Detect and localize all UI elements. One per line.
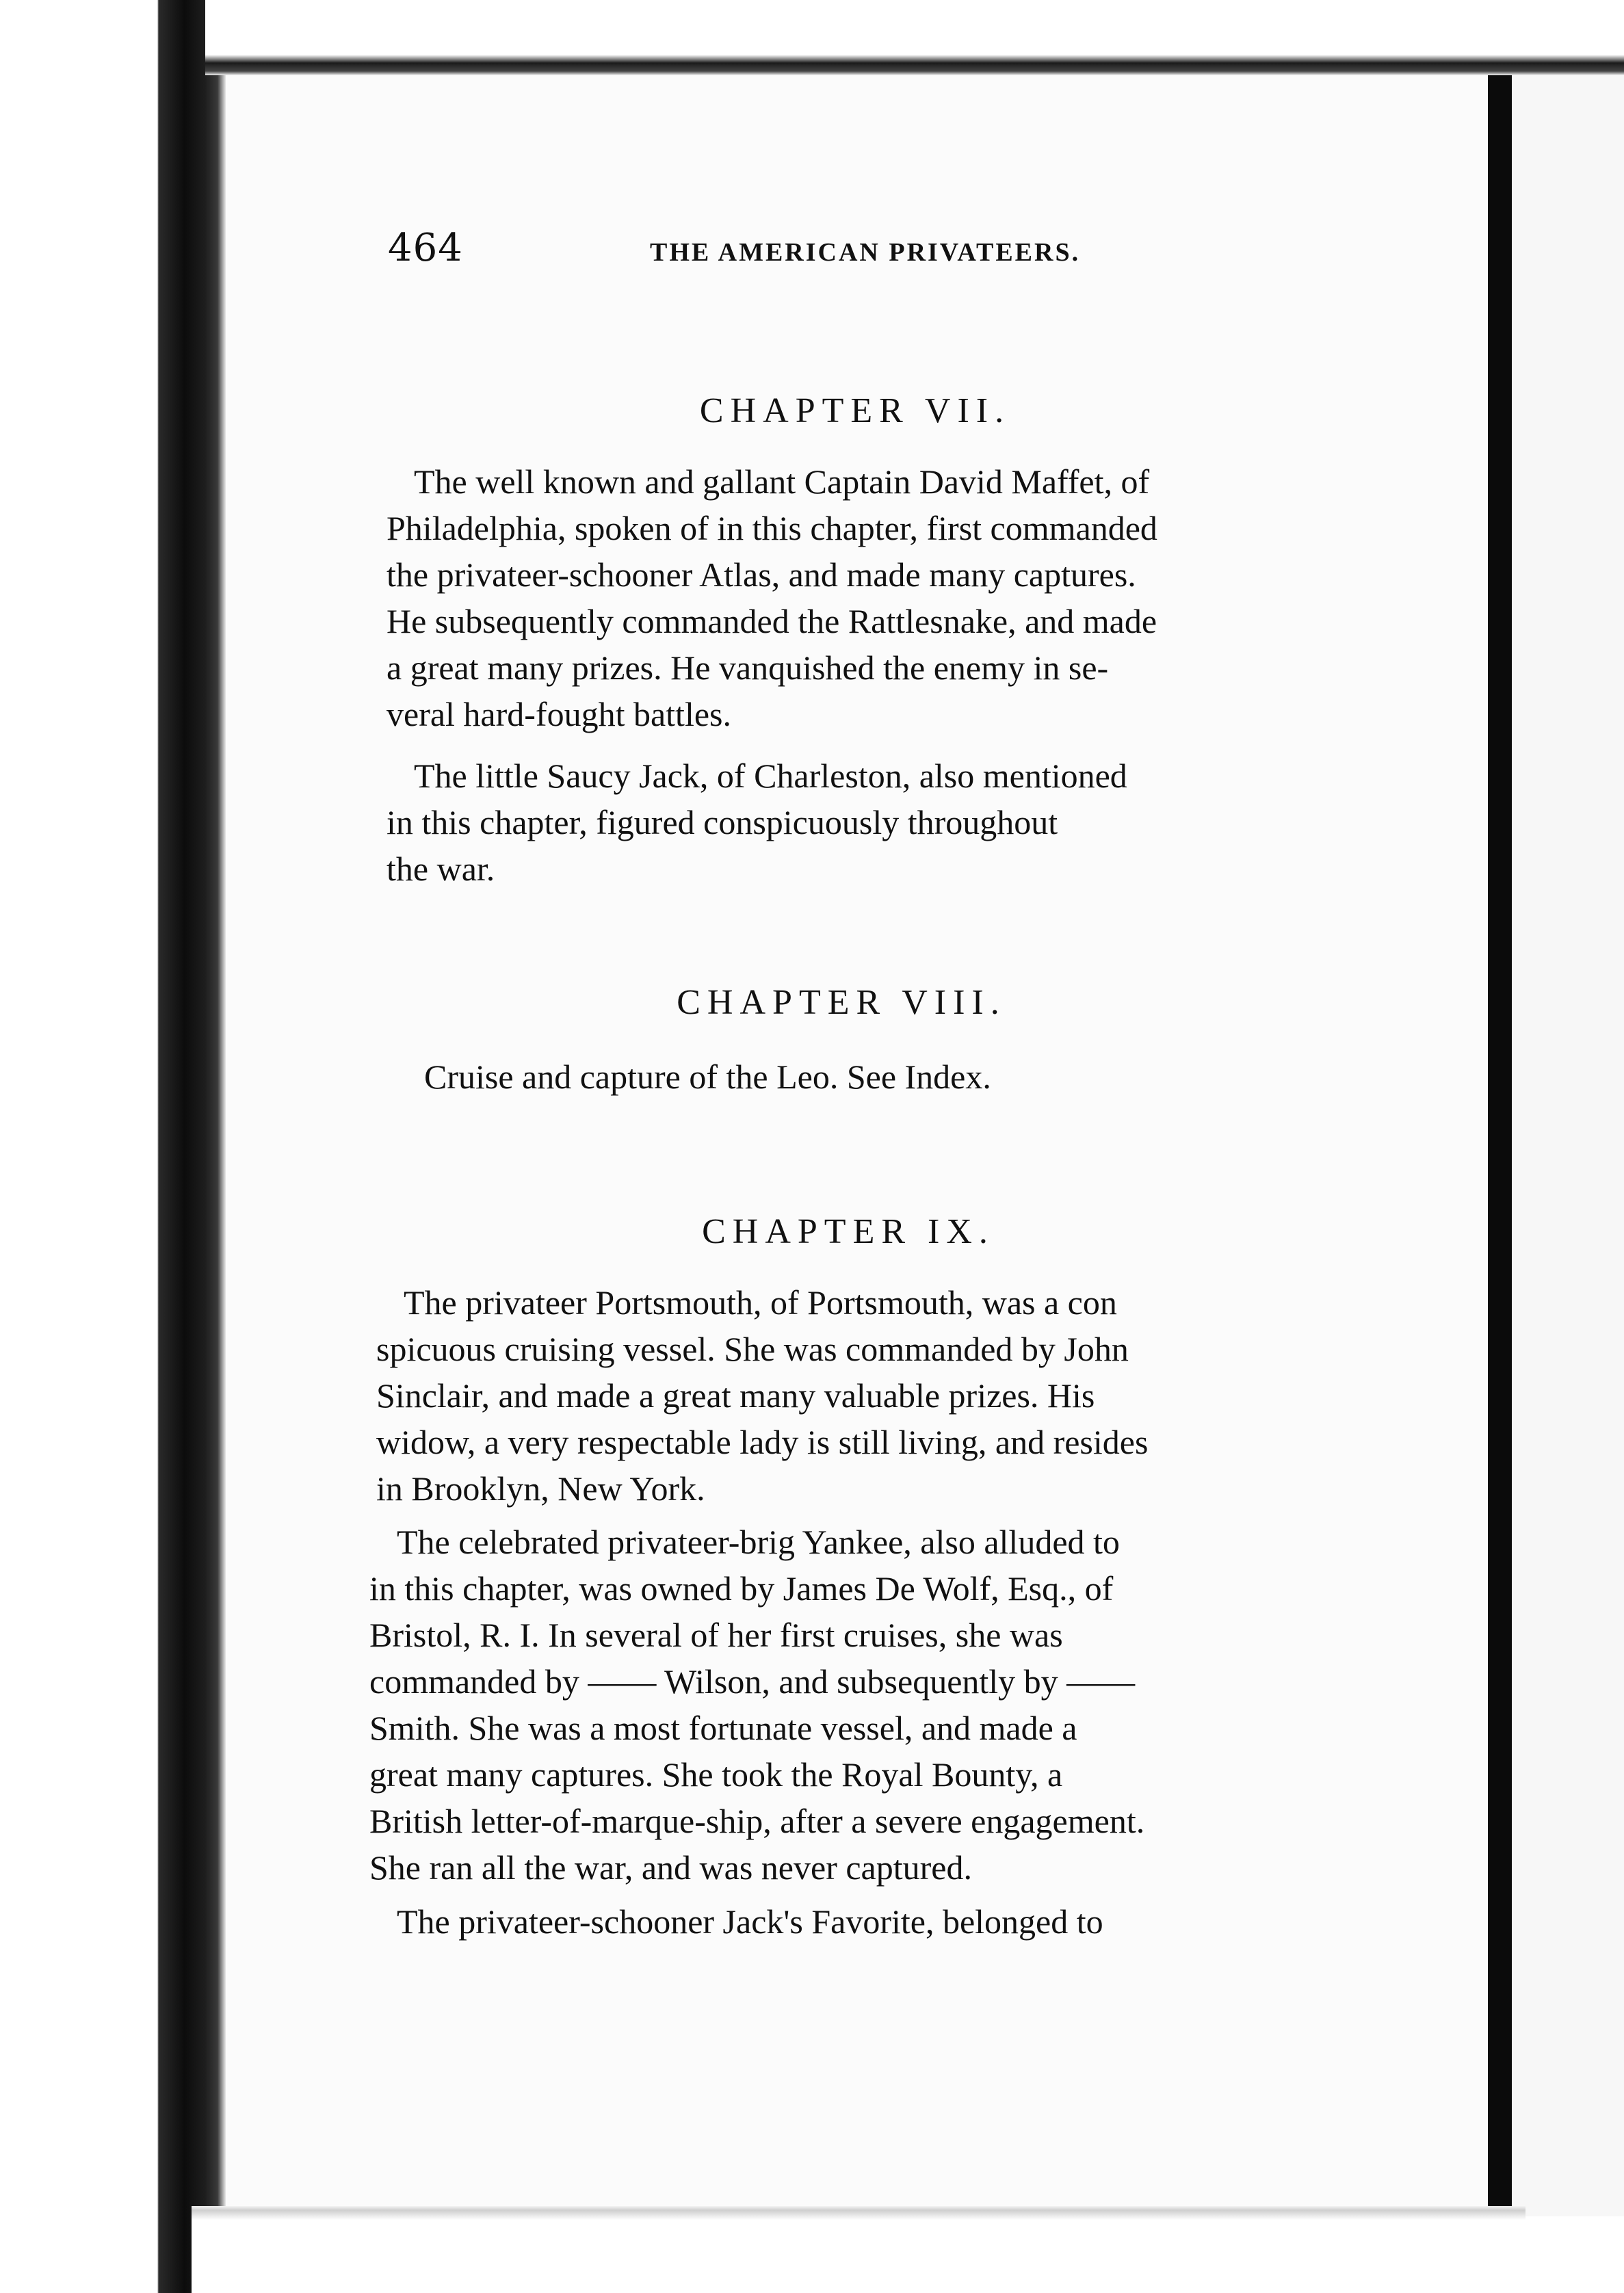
page-number: 464 xyxy=(388,226,463,270)
book-page xyxy=(226,75,1488,2206)
text-line: The privateer Portsmouth, of Portsmouth, was a con xyxy=(404,1283,1117,1322)
text-line: Sinclair, and made a great many valuable prizes. His xyxy=(376,1376,1095,1415)
paragraph xyxy=(387,458,1337,737)
text-line: The celebrated privateer-brig Yankee, also alluded to xyxy=(397,1523,1120,1561)
text-line: Smith. She was a most fortunate vessel, and made a xyxy=(369,1709,1077,1747)
text-line: veral hard-fought battles. xyxy=(387,695,731,733)
paragraph xyxy=(376,1279,1334,1512)
chapter-heading: CHAPTER VIII. xyxy=(677,983,1006,1022)
text-line: British letter-of-marque-ship, after a severe engagement. xyxy=(369,1802,1145,1840)
text-line: widow, a very respectable lady is still living, and resides xyxy=(376,1423,1149,1461)
text-line: commanded by —— Wilson, and subsequently by —— xyxy=(369,1662,1136,1701)
text-line: The little Saucy Jack, of Charleston, also mentioned xyxy=(414,757,1127,795)
paragraph xyxy=(387,752,1337,892)
running-head: THE AMERICAN PRIVATEERS. xyxy=(650,238,1081,267)
adjacent-page-edge xyxy=(1512,75,1624,2216)
text-line: Philadelphia, spoken of in this chapter, first commanded xyxy=(387,509,1157,547)
text-line: the war. xyxy=(387,850,495,888)
text-line: great many captures. She took the Royal Bounty, a xyxy=(369,1755,1063,1794)
text-line: The well known and gallant Captain David Maffet, of xyxy=(414,462,1150,501)
text-line: a great many prizes. He vanquished the enemy in se- xyxy=(387,648,1109,687)
paragraph xyxy=(369,1519,1334,1891)
chapter-heading: CHAPTER IX. xyxy=(702,1212,995,1251)
text-line: Bristol, R. I. In several of her first cruises, she was xyxy=(369,1616,1063,1654)
paragraph xyxy=(424,1053,1334,1100)
scan-right-gutter xyxy=(1488,75,1512,2216)
text-line: He subsequently commanded the Rattlesnake, and made xyxy=(387,602,1157,640)
scan-left-gutter xyxy=(0,0,226,2293)
text-line: The privateer-schooner Jack's Favorite, belonged to xyxy=(397,1902,1103,1941)
scan-bottom-edge xyxy=(192,2206,1525,2293)
paragraph xyxy=(369,1898,1334,1945)
text-line: spicuous cruising vessel. She was commanded by John xyxy=(376,1330,1129,1368)
text-line: in this chapter, was owned by James De Wolf, Esq., of xyxy=(369,1569,1114,1608)
text-line: the privateer-schooner Atlas, and made many captures. xyxy=(387,555,1136,594)
text-line: She ran all the war, and was never captured. xyxy=(369,1848,972,1887)
text-line: Cruise and capture of the Leo. See Index. xyxy=(424,1058,991,1096)
scan-top-edge xyxy=(205,0,1624,75)
chapter-heading: CHAPTER VII. xyxy=(699,391,1011,430)
text-line: in this chapter, figured conspicuously throughout xyxy=(387,803,1058,841)
text-line: in Brooklyn, New York. xyxy=(376,1469,705,1508)
